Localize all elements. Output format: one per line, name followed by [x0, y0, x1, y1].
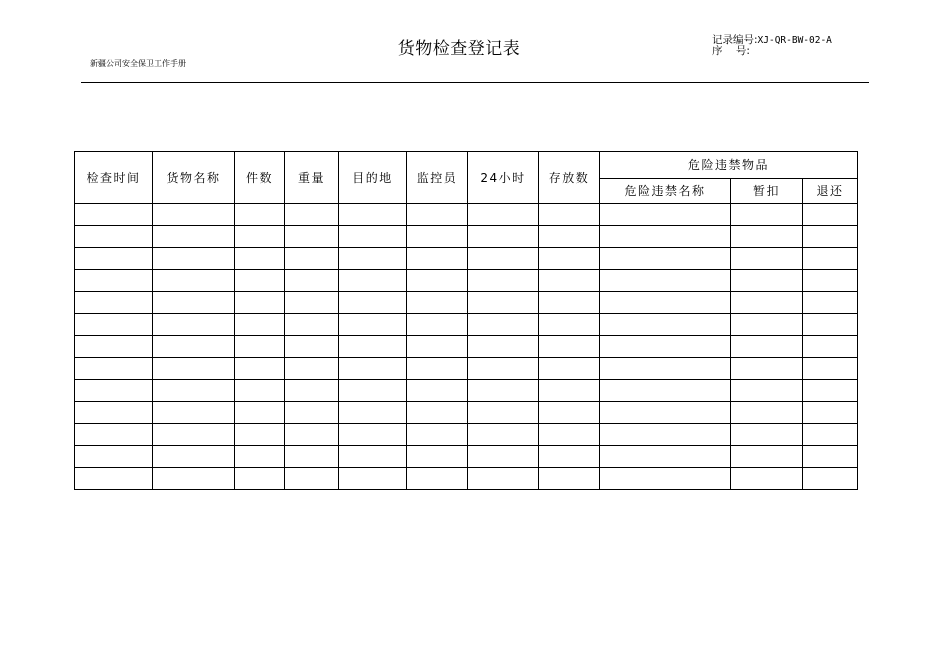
- table-cell: [468, 248, 539, 270]
- table-cell: [803, 292, 858, 314]
- table-row: [75, 314, 858, 336]
- table-cell: [285, 314, 339, 336]
- table-cell: [153, 402, 235, 424]
- table-cell: [153, 248, 235, 270]
- table-cell: [339, 314, 407, 336]
- table-cell: [153, 336, 235, 358]
- table-cell: [600, 270, 731, 292]
- table-cell: [75, 226, 153, 248]
- table-row: [75, 270, 858, 292]
- table-cell: [75, 358, 153, 380]
- record-number-label: 记录编号:: [712, 34, 758, 46]
- table-cell: [285, 270, 339, 292]
- table-cell: [468, 402, 539, 424]
- col-header-inspection-time: 检查时间: [75, 152, 153, 204]
- table-cell: [803, 380, 858, 402]
- table-cell: [600, 358, 731, 380]
- table-cell: [600, 314, 731, 336]
- manual-subtitle: 新疆公司安全保卫工作手册: [90, 59, 186, 68]
- table-cell: [803, 424, 858, 446]
- table-cell: [285, 380, 339, 402]
- table-cell: [407, 424, 468, 446]
- table-row: [75, 336, 858, 358]
- table-cell: [539, 226, 600, 248]
- table-cell: [75, 204, 153, 226]
- table-row: [75, 204, 858, 226]
- table-cell: [539, 292, 600, 314]
- table-cell: [75, 336, 153, 358]
- table-cell: [285, 204, 339, 226]
- table-cell: [235, 358, 285, 380]
- table-cell: [153, 204, 235, 226]
- table-cell: [339, 380, 407, 402]
- table-cell: [407, 292, 468, 314]
- table-cell: [407, 446, 468, 468]
- table-row: [75, 358, 858, 380]
- table-cell: [468, 424, 539, 446]
- table-row: [75, 248, 858, 270]
- table-cell: [407, 204, 468, 226]
- table-cell: [731, 446, 803, 468]
- table-cell: [731, 336, 803, 358]
- table-cell: [285, 358, 339, 380]
- table-cell: [468, 358, 539, 380]
- table-cell: [75, 292, 153, 314]
- table-cell: [153, 226, 235, 248]
- table-cell: [339, 226, 407, 248]
- table-cell: [803, 402, 858, 424]
- table-cell: [235, 226, 285, 248]
- table-cell: [235, 424, 285, 446]
- table-cell: [339, 358, 407, 380]
- table-cell: [600, 248, 731, 270]
- table-cell: [468, 292, 539, 314]
- table-cell: [235, 468, 285, 490]
- table-cell: [75, 424, 153, 446]
- table-cell: [407, 270, 468, 292]
- table-cell: [75, 314, 153, 336]
- table-cell: [539, 204, 600, 226]
- table-cell: [235, 204, 285, 226]
- table-cell: [731, 424, 803, 446]
- table-cell: [731, 226, 803, 248]
- table-cell: [539, 380, 600, 402]
- table-cell: [153, 292, 235, 314]
- group-header-dangerous-goods: 危险违禁物品: [600, 152, 858, 179]
- table-cell: [285, 292, 339, 314]
- table-cell: [75, 248, 153, 270]
- subcol-header-detained: 暂扣: [731, 178, 803, 204]
- table-cell: [235, 314, 285, 336]
- table-cell: [339, 270, 407, 292]
- table-cell: [539, 248, 600, 270]
- table-cell: [600, 204, 731, 226]
- table-cell: [235, 248, 285, 270]
- table-cell: [285, 424, 339, 446]
- record-info: [712, 35, 832, 57]
- table-cell: [285, 468, 339, 490]
- table-row: [75, 446, 858, 468]
- table-cell: [731, 402, 803, 424]
- table-cell: [539, 270, 600, 292]
- inspection-table: [74, 151, 858, 490]
- table-cell: [468, 270, 539, 292]
- table-cell: [339, 248, 407, 270]
- table-cell: [731, 248, 803, 270]
- table-cell: [468, 314, 539, 336]
- table-cell: [339, 292, 407, 314]
- table-cell: [407, 468, 468, 490]
- table-cell: [339, 468, 407, 490]
- table-cell: [731, 204, 803, 226]
- table-cell: [153, 314, 235, 336]
- table-cell: [75, 402, 153, 424]
- table-cell: [407, 248, 468, 270]
- table-row: [75, 292, 858, 314]
- table-cell: [235, 402, 285, 424]
- table-cell: [235, 292, 285, 314]
- table-cell: [407, 314, 468, 336]
- subcol-header-returned: 退还: [803, 178, 858, 204]
- table-cell: [339, 336, 407, 358]
- table-cell: [235, 380, 285, 402]
- table-cell: [468, 446, 539, 468]
- table-row: [75, 380, 858, 402]
- table-cell: [153, 424, 235, 446]
- table-cell: [407, 358, 468, 380]
- col-header-monitor: 监控员: [407, 152, 468, 204]
- table-cell: [600, 336, 731, 358]
- table-cell: [600, 380, 731, 402]
- table-cell: [339, 446, 407, 468]
- table-cell: [803, 336, 858, 358]
- table-cell: [803, 204, 858, 226]
- table-cell: [600, 424, 731, 446]
- document-title: 货物检查登记表: [397, 39, 521, 59]
- table-cell: [803, 446, 858, 468]
- table-cell: [803, 468, 858, 490]
- record-number-value: XJ-QR-BW-02-A: [757, 35, 832, 46]
- col-header-pieces: 件数: [235, 152, 285, 204]
- table-cell: [235, 446, 285, 468]
- table-cell: [339, 402, 407, 424]
- sequence-number-label: 序 号:: [712, 45, 750, 57]
- table-cell: [407, 402, 468, 424]
- table-cell: [731, 292, 803, 314]
- table-cell: [407, 380, 468, 402]
- table-cell: [803, 226, 858, 248]
- col-header-24-hours: 24小时: [468, 152, 539, 204]
- table-cell: [75, 270, 153, 292]
- col-header-cargo-name: 货物名称: [153, 152, 235, 204]
- table-cell: [235, 336, 285, 358]
- table-cell: [600, 468, 731, 490]
- subcol-header-dangerous-name: 危险违禁名称: [600, 178, 731, 204]
- table-cell: [153, 358, 235, 380]
- table-row: [75, 424, 858, 446]
- table-cell: [731, 380, 803, 402]
- table-cell: [600, 292, 731, 314]
- table-cell: [153, 380, 235, 402]
- table-cell: [539, 358, 600, 380]
- table-cell: [468, 226, 539, 248]
- table-cell: [153, 468, 235, 490]
- table-cell: [539, 468, 600, 490]
- table-cell: [235, 270, 285, 292]
- table-cell: [803, 358, 858, 380]
- table-cell: [468, 380, 539, 402]
- table-cell: [731, 358, 803, 380]
- table-cell: [75, 468, 153, 490]
- table-cell: [600, 402, 731, 424]
- table-cell: [803, 248, 858, 270]
- table-cell: [539, 402, 600, 424]
- table-cell: [539, 314, 600, 336]
- table-cell: [407, 336, 468, 358]
- table-row: [75, 468, 858, 490]
- table-cell: [285, 248, 339, 270]
- table-cell: [600, 446, 731, 468]
- table-cell: [285, 402, 339, 424]
- header-divider: [81, 82, 869, 83]
- table-cell: [285, 226, 339, 248]
- table-cell: [731, 468, 803, 490]
- table-cell: [153, 270, 235, 292]
- table-cell: [539, 336, 600, 358]
- table-cell: [339, 424, 407, 446]
- table-cell: [539, 424, 600, 446]
- table-cell: [75, 380, 153, 402]
- table-cell: [153, 446, 235, 468]
- col-header-storage-count: 存放数: [539, 152, 600, 204]
- table-cell: [731, 270, 803, 292]
- table-cell: [803, 314, 858, 336]
- col-header-destination: 目的地: [339, 152, 407, 204]
- table-cell: [539, 446, 600, 468]
- table-cell: [339, 204, 407, 226]
- table-row: [75, 226, 858, 248]
- table-cell: [468, 468, 539, 490]
- table-cell: [285, 446, 339, 468]
- table-row: [75, 402, 858, 424]
- table-cell: [285, 336, 339, 358]
- table-cell: [407, 226, 468, 248]
- table-cell: [600, 226, 731, 248]
- col-header-weight: 重量: [285, 152, 339, 204]
- table-cell: [803, 270, 858, 292]
- table-cell: [731, 314, 803, 336]
- table-cell: [75, 446, 153, 468]
- table-cell: [468, 204, 539, 226]
- table-cell: [468, 336, 539, 358]
- header-row-1: [75, 152, 858, 179]
